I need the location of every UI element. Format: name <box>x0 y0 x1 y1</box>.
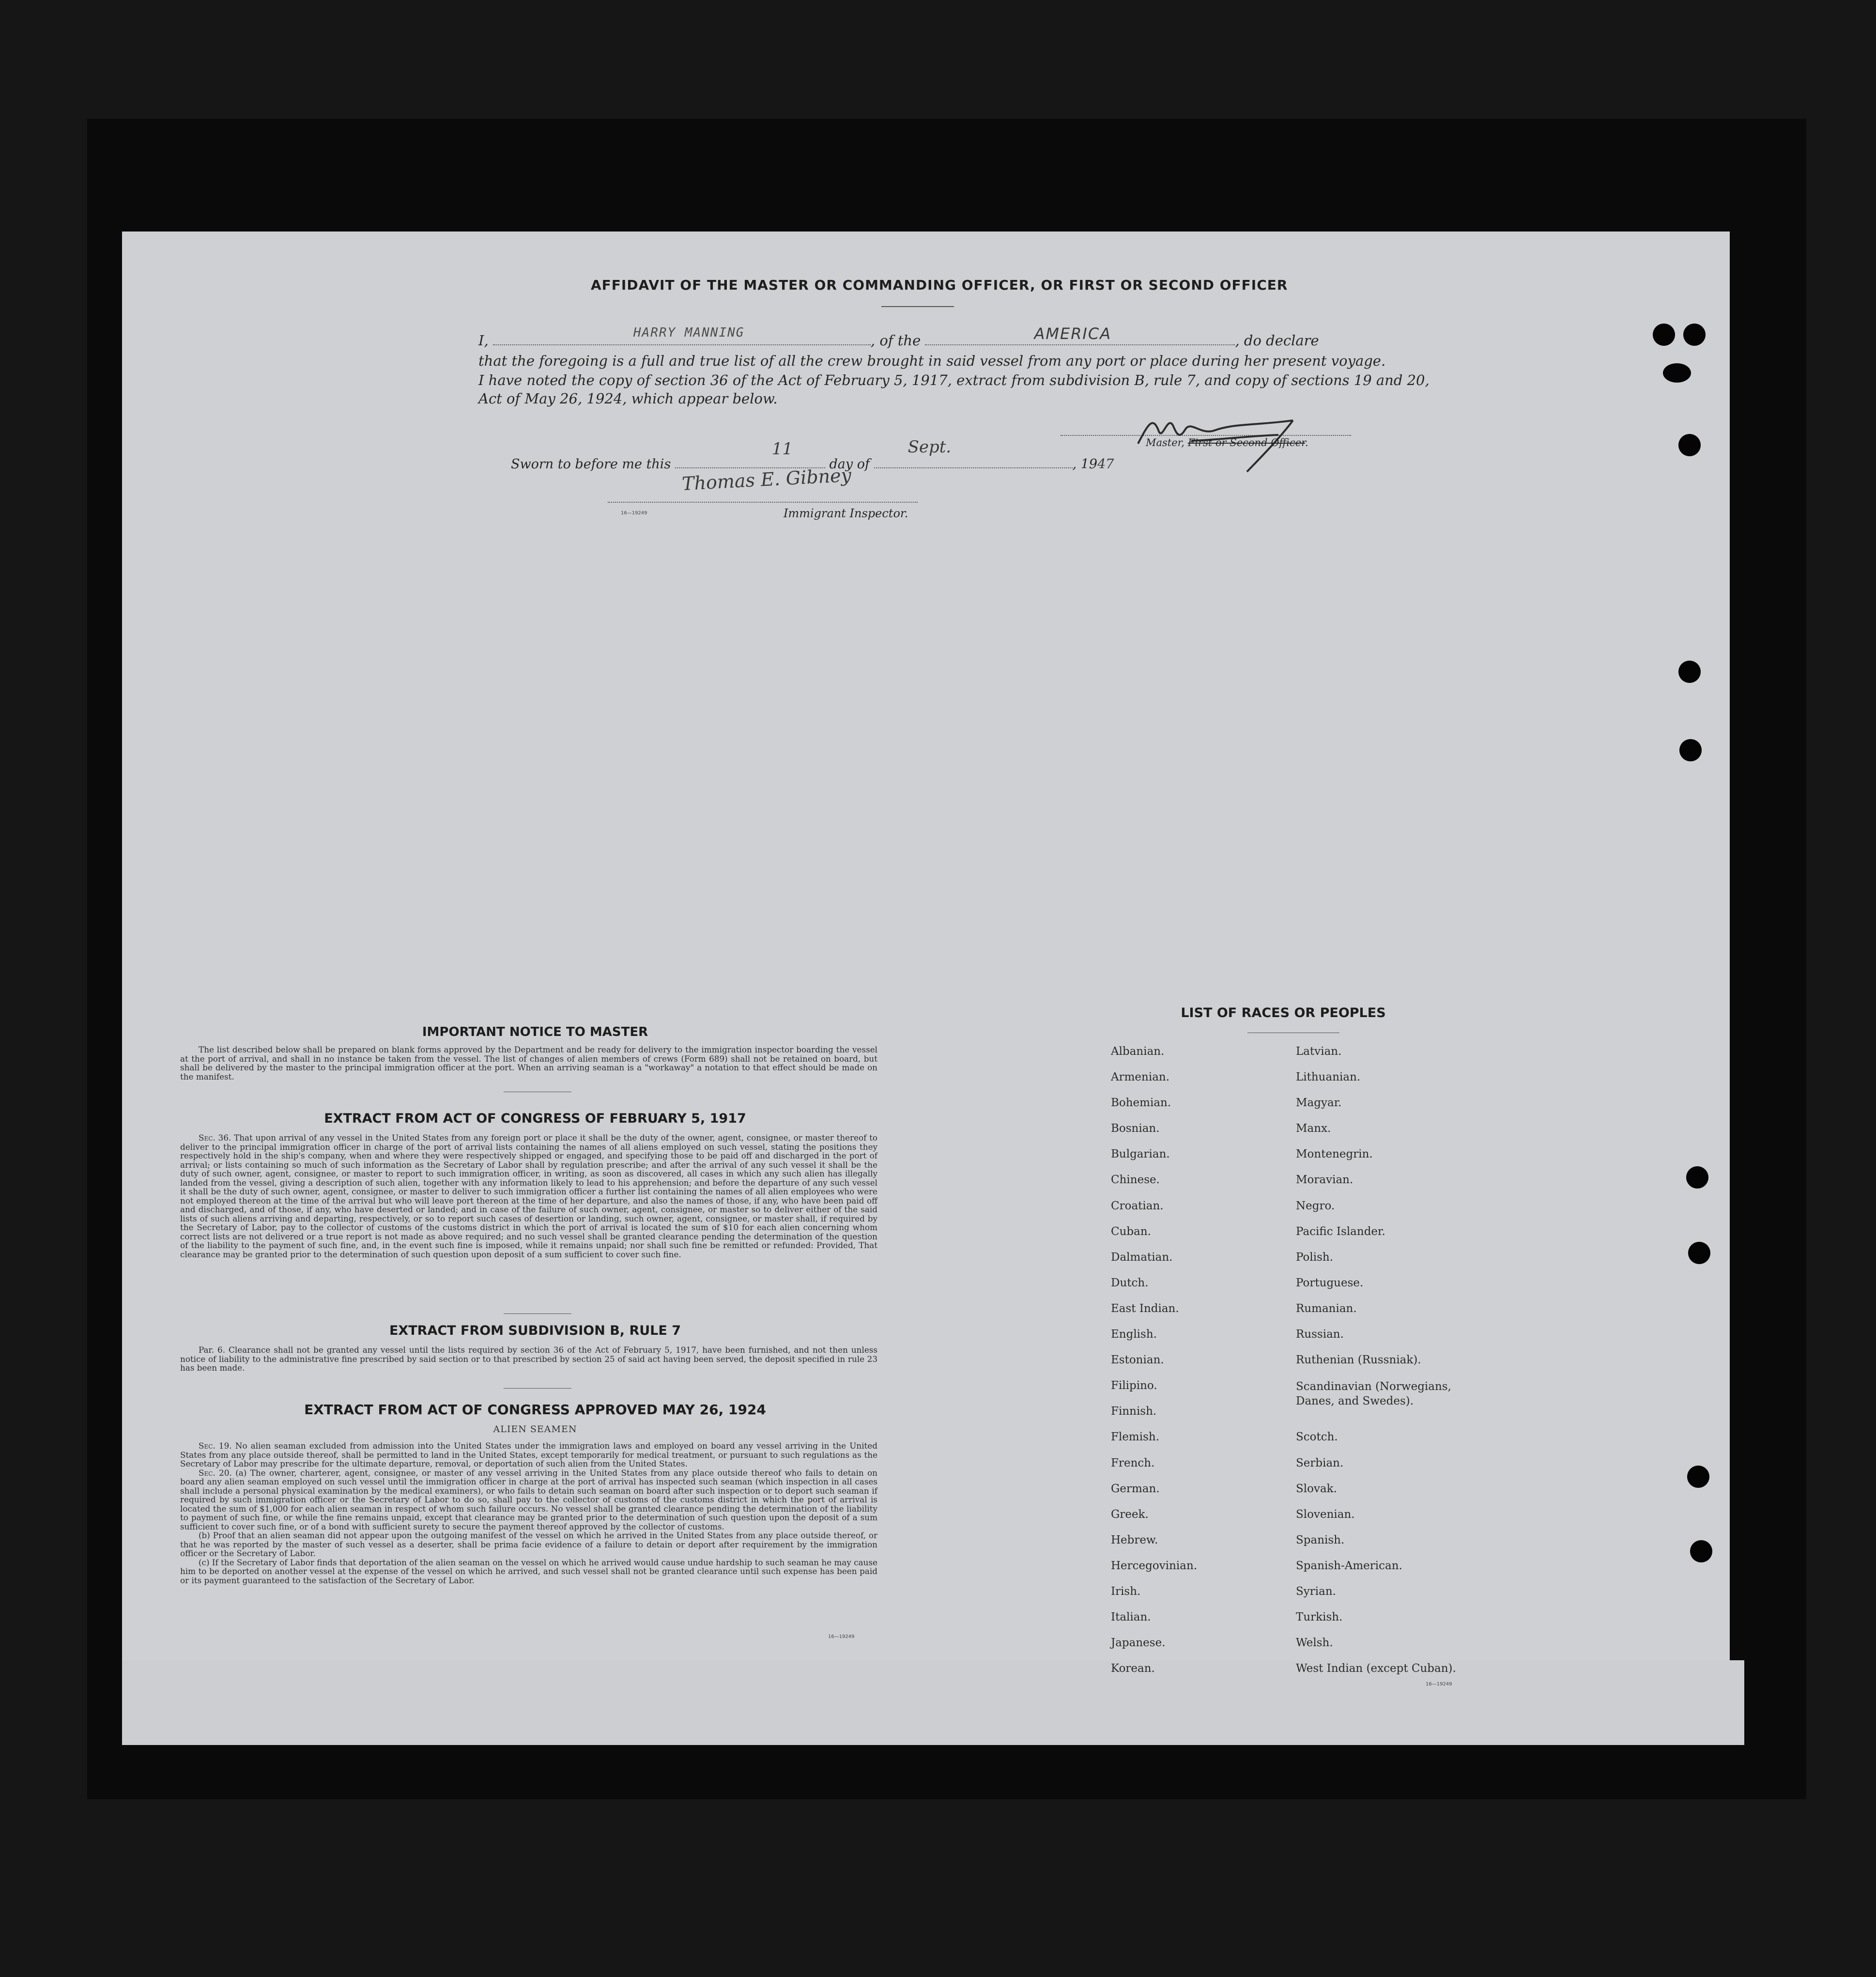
list-item: West Indian (except Cuban). <box>1296 1662 1456 1675</box>
sec-20-label: Sec. 20. <box>199 1467 232 1478</box>
form-code-right: 16—19249 <box>1426 1682 1452 1687</box>
sworn-year-prefix: , 19 <box>1072 457 1098 472</box>
punch-hole <box>1653 324 1675 346</box>
punch-hole <box>1678 434 1701 456</box>
list-item: Italian. <box>1111 1611 1151 1624</box>
list-item: Hebrew. <box>1111 1533 1158 1546</box>
list-item: Moravian. <box>1296 1174 1353 1187</box>
section-rule <box>504 1388 571 1389</box>
list-item: German. <box>1111 1482 1160 1495</box>
list-item: Dutch. <box>1111 1276 1149 1289</box>
notice-body <box>180 1045 877 1081</box>
sec-36-text: That upon arrival of any vessel in the United States from any foreign port or place it shall be the duty of the owner, agent, consignee, or master thereof to deliver to the principal immigration officer in charge of the port of arrival lists containing the names of all aliens employed on such vessel, stating the positions they respectively hold in the ship's company, when and where they were respectively shipped or engaged, and specifying those to be paid off and discharged in the port of arrival; or lists containing so much of such information as the Secretary of Labor shall by regulation prescribe; and after the arrival of any such vessel it shall be the duty of such owner, agent, consignee, or master to report to such immigration officer, in writing, as soon as discovered, all cases in which any such alien has illegally landed from the vessel, giving a description of such alien, together with any information likely to lead to his apprehension; and before the departure of any such vessel it shall be the duty of such owner, agent, consignee, or master to deliver to such immigration officer a further list containing the names of all alien employees who were not employed thereon at the time of the arrival but who will leave port thereon at the time of her departure, and also the names of those, if any, who have been paid off and discharged, and of those, if any, who have deserted or landed; and in case of the failure of such owner, agent, consignee, or master so to deliver either of the said lists of such aliens arriving and departing, respectively, or so to report such cases of desertion or landing, such owner, agent, consignee, or master shall, if required by the Secretary of Labor, pay to the collector of customs of the customs district in which the port of arrival is located the sum of $10 for each alien concerning whom correct lists are not delivered or a true report is not made as above required; and no such vessel shall be granted clearance pending the determination of the question of the liability to the payment of such fine, and, in the event such fine is imposed, while it remains unpaid; nor shall such fine be remitted or refunded: Provided, That clearance may be granted prior to the determination of such question upon deposit of a sum sufficient to cover such fine. <box>180 1133 877 1259</box>
notice-text: The list described below shall be prepared on blank forms approved by the Department and be ready for delivery to the immigration inspector boarding the vessel at the port of arrival, and shall in no instance be taken from the vessel. The list of changes of alien members of crews (Form 689) shall not be retained on board, but shall be delivered by the master to the principal immigration officer at the port. When an arriving seaman is a "workaway" a notation to that effect should be made on the manifest. <box>180 1045 877 1081</box>
list-item: Latvian. <box>1296 1045 1342 1058</box>
list-item: Filipino. <box>1111 1379 1157 1392</box>
sworn-dayof: day of <box>829 457 870 472</box>
list-item: Estonian. <box>1111 1354 1164 1367</box>
punch-hole <box>1679 739 1702 761</box>
list-item: Bulgarian. <box>1111 1148 1170 1161</box>
title-rule <box>881 306 954 307</box>
affidavit-line-1 <box>478 324 1319 349</box>
label-master: Master, <box>1146 437 1185 448</box>
extract-rule7-body <box>180 1345 877 1373</box>
list-item: Dalmatian. <box>1111 1251 1173 1264</box>
extract-1917-title: EXTRACT FROM ACT OF CONGRESS OF FEBRUARY 5, 1917 <box>324 1111 746 1126</box>
label-end: . <box>1305 437 1308 448</box>
list-item: Greek. <box>1111 1508 1149 1521</box>
name-blank <box>493 344 871 345</box>
races-left-column <box>1111 1045 1197 1688</box>
sec-20c-text: (c) If the Secretary of Labor finds that deportation of the alien seaman on the vessel on which he arrived would cause undue hardship to such seaman he may cause him to be deported on another vessel at the expense of the vessel on which he arrived, and such vessel shall not be granted clearance until such expense has been paid or its payment guaranteed to the satisfaction of the Secretary of Labor. <box>180 1557 877 1585</box>
form-code-left: 16—19249 <box>828 1634 855 1639</box>
extract-rule7-title: EXTRACT FROM SUBDIVISION B, RULE 7 <box>389 1323 681 1338</box>
list-item: Irish. <box>1111 1585 1141 1598</box>
list-item: English. <box>1111 1328 1157 1341</box>
text-mid: , of the <box>870 332 921 349</box>
master-name: HARRY MANNING <box>633 325 745 340</box>
list-item: Korean. <box>1111 1662 1155 1675</box>
list-item: Flemish. <box>1111 1431 1160 1444</box>
extract-1924-title: EXTRACT FROM ACT OF CONGRESS APPROVED MAY 26, 1924 <box>304 1402 766 1418</box>
list-item: Spanish-American. <box>1296 1559 1402 1572</box>
list-item: Finnish. <box>1111 1405 1157 1418</box>
punch-hole <box>1687 1466 1709 1488</box>
list-item: Magyar. <box>1296 1097 1342 1110</box>
list-item: Montenegrin. <box>1296 1148 1373 1161</box>
inspector-signature: Thomas E. Gibney <box>681 464 852 495</box>
text-prefix: I, <box>478 332 489 349</box>
list-item: Turkish. <box>1296 1611 1343 1624</box>
sec-20b-text: (b) Proof that an alien seaman did not appear upon the outgoing manifest of the vessel on which he arrived in the United States from any place outside thereof, or that he was reported by the master of such vessel as a deserter, shall be prima facie evidence of a failure to detain or deport after requirement by the immigration officer or the Secretary of Labor. <box>180 1530 877 1558</box>
punch-hole <box>1683 324 1706 346</box>
rule7-text: Par. 6. Clearance shall not be granted any vessel until the lists required by section 36 of the Act of February 5, 1917, have been furnished, and not then unless notice of liability to the administrative fine prescribed by said section or to that prescribed by section 25 of said act having been served, the deposit specified in rule 23 has been made. <box>180 1345 877 1373</box>
list-item: Slovak. <box>1296 1482 1337 1495</box>
list-item: Scotch. <box>1296 1431 1338 1444</box>
list-item: Negro. <box>1296 1199 1335 1212</box>
affidavit-line-4: Act of May 26, 1924, which appear below. <box>478 390 778 407</box>
list-item: Chinese. <box>1111 1174 1160 1187</box>
races-right-column <box>1296 1045 1456 1688</box>
sworn-year: 47 <box>1097 457 1114 472</box>
list-item: Bosnian. <box>1111 1122 1160 1135</box>
list-item: Spanish. <box>1296 1533 1345 1546</box>
list-item: Ruthenian (Russniak). <box>1296 1354 1421 1367</box>
sworn-day: 11 <box>771 439 793 459</box>
list-item: Portuguese. <box>1296 1276 1364 1289</box>
list-item: Croatian. <box>1111 1199 1164 1212</box>
list-item: Syrian. <box>1296 1585 1336 1598</box>
form-code-top: 16—19249 <box>621 510 647 516</box>
punch-hole <box>1663 363 1691 383</box>
races-title: LIST OF RACES OR PEOPLES <box>1181 1005 1386 1020</box>
sec-20a-text: (a) The owner, charterer, agent, consignee, or master of any vessel arriving in the United States from any place outside thereof who fails to detain on board any alien seaman employed on such vessel until the immigration officer in charge at the port of arrival has inspected such seaman (which inspection in all cases shall include a personal physical examination by the medical examiners), or who fails to detain such seaman on board after such inspection or to deport such seaman if required by such immigration officer or the Secretary of Labor to do so, shall pay to the collector of customs of the customs district in which the port of arrival is located the sum of $1,000 for each alien seaman in respect of whom such failure occurs. No vessel shall be granted clearance pending the determination of the liability to payment of such fine, or while the fine remains unpaid, except that clearance may be granted prior to the determination of such question upon the deposit of a sum sufficient to cover such fine, or of a bond with sufficient surety to secure the payment thereof approved by the collector of customs. <box>180 1467 877 1531</box>
list-item: Rumanian. <box>1296 1302 1357 1315</box>
list-item: Bohemian. <box>1111 1097 1171 1110</box>
list-item: Manx. <box>1296 1122 1331 1135</box>
vessel-name: AMERICA <box>1034 324 1112 343</box>
affidavit-title: AFFIDAVIT OF THE MASTER OR COMMANDING OFFICER, OR FIRST OR SECOND OFFICER <box>591 277 1288 293</box>
list-item: Hercegovinian. <box>1111 1559 1198 1572</box>
extract-1924-body <box>180 1441 877 1585</box>
inspector-blank <box>608 502 918 503</box>
inspector-label: Immigrant Inspector. <box>784 507 908 520</box>
list-item: East Indian. <box>1111 1302 1179 1315</box>
list-item: Lithuanian. <box>1296 1071 1361 1084</box>
affidavit-line-3: I have noted the copy of section 36 of the Act of February 5, 1917, extract from subdivision B, rule 7, and copy of sections 19 and 20, <box>478 372 1430 388</box>
list-item: Slovenian. <box>1296 1508 1355 1521</box>
list-item: Polish. <box>1296 1251 1334 1264</box>
list-item: Armenian. <box>1111 1071 1170 1084</box>
sec-19-text: No alien seaman excluded from admission into the United States under the immigration laws and employed on board any vessel arriving in the United States from any place outside thereof, shall be permitted to land in the United States, except temporarily for medical treatment, or pursuant to such regulations as the Secretary of Labor may prescribe for the ultimate departure, removal, or deportation of such alien from the United States. <box>180 1441 877 1468</box>
list-item: Cuban. <box>1111 1225 1151 1238</box>
document-page-bottom <box>122 1660 1744 1745</box>
list-item: Albanian. <box>1111 1045 1165 1058</box>
sec-36-label: Sec. 36. <box>199 1133 231 1143</box>
affidavit-line-2: that the foregoing is a full and true list of all the crew brought in said vessel from any port or place during her present voyage. <box>478 353 1386 369</box>
punch-hole <box>1678 661 1701 683</box>
extract-1917-body <box>180 1133 877 1259</box>
list-item: French. <box>1111 1456 1155 1469</box>
month-blank <box>874 467 1073 468</box>
list-item: Japanese. <box>1111 1637 1166 1650</box>
text-suffix: , do declare <box>1235 332 1319 349</box>
punch-hole <box>1690 1540 1712 1562</box>
alien-seamen-subtitle: ALIEN SEAMEN <box>493 1424 577 1435</box>
punch-hole <box>1688 1242 1710 1264</box>
signature-label <box>1146 437 1308 448</box>
sec-19-label: Sec. 19. <box>199 1441 232 1451</box>
sworn-prefix: Sworn to before me this <box>511 457 671 472</box>
label-struck: First or Second Officer <box>1187 437 1305 448</box>
vessel-blank <box>925 344 1235 345</box>
list-item: Welsh. <box>1296 1637 1333 1650</box>
section-rule <box>504 1313 571 1314</box>
list-item: Scandinavian (Norwegians, Danes, and Swedes). <box>1296 1380 1451 1408</box>
punch-hole <box>1686 1166 1708 1189</box>
sworn-month: Sept. <box>907 437 952 457</box>
list-item: Russian. <box>1296 1328 1344 1341</box>
notice-title: IMPORTANT NOTICE TO MASTER <box>422 1025 648 1039</box>
list-item: Pacific Islander. <box>1296 1225 1385 1238</box>
list-item: Serbian. <box>1296 1456 1344 1469</box>
